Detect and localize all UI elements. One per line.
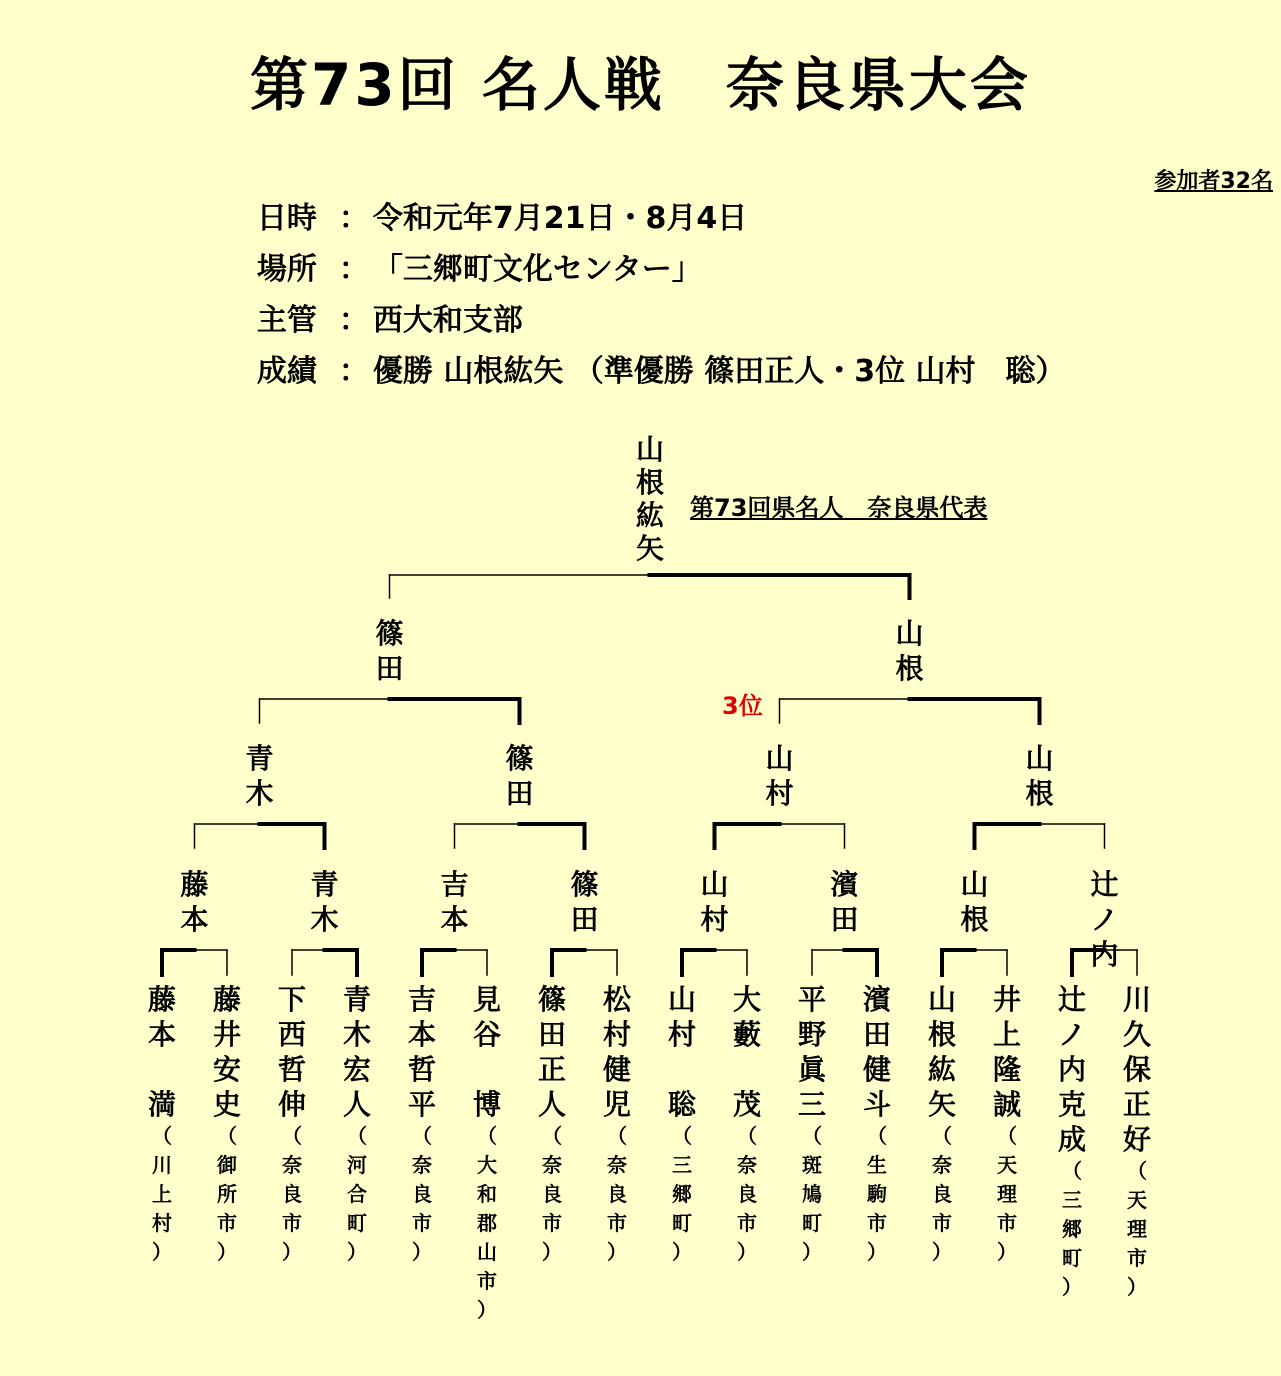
name-char: 井 [992, 983, 1021, 1016]
semifinal-winner-2 [890, 616, 930, 686]
player-place-char: 市 [867, 1211, 887, 1235]
player-place-char: ） [607, 1240, 627, 1264]
player-8 [597, 982, 637, 1267]
name-char: ノ [1090, 903, 1119, 936]
player-13 [922, 982, 962, 1267]
champion-char: 矢 [635, 532, 664, 565]
player-place-char: （ [347, 1124, 367, 1148]
player-place-char: 大 [477, 1153, 497, 1177]
third-place-label: 3位 [722, 692, 763, 720]
player-place-char: 良 [282, 1182, 302, 1206]
name-char: 田 [375, 652, 404, 685]
name-char: 吉 [440, 868, 469, 901]
player-place-char: 奈 [542, 1153, 562, 1177]
name-char: 谷 [472, 1018, 501, 1051]
name-char: 篠 [570, 868, 599, 901]
player-place-char: （ [477, 1124, 497, 1148]
name-char: 久 [1122, 1018, 1151, 1051]
round2-winner-4 [1020, 741, 1060, 811]
champion-char: 山 [635, 433, 664, 466]
player-15 [1052, 982, 1092, 1302]
player-place-char: ） [867, 1240, 887, 1264]
name-char: 成 [1057, 1123, 1086, 1156]
player-place-char: 三 [672, 1153, 692, 1177]
player-place-char: 良 [412, 1182, 432, 1206]
player-11 [792, 982, 832, 1267]
round1-winner-7 [955, 867, 995, 937]
name-char: 内 [1090, 938, 1119, 971]
player-place-char: ） [1062, 1275, 1082, 1299]
player-place-char: 市 [477, 1269, 497, 1293]
player-place-char: （ [542, 1124, 562, 1148]
player-6 [467, 982, 507, 1325]
player-place-char: 理 [997, 1182, 1017, 1206]
name-char: 辻 [1090, 868, 1119, 901]
name-char: 野 [797, 1018, 826, 1051]
player-place-char: 河 [347, 1153, 367, 1177]
round1-winner-8 [1085, 867, 1125, 972]
name-char: 西 [277, 1018, 306, 1051]
player-place-char: （ [1127, 1159, 1147, 1183]
name-char: 博 [472, 1088, 501, 1121]
name-char: 藪 [732, 1018, 761, 1051]
player-place-char: ） [542, 1240, 562, 1264]
name-char: 矢 [927, 1088, 956, 1121]
name-char: 木 [245, 777, 274, 810]
name-char: 本 [440, 903, 469, 936]
name-char: 山 [1025, 742, 1054, 775]
player-place-char: ） [217, 1240, 237, 1264]
player-place-char: 奈 [932, 1153, 952, 1177]
name-char: 保 [1122, 1053, 1151, 1086]
name-char: 三 [797, 1088, 826, 1121]
player-place-char: 市 [932, 1211, 952, 1235]
player-place-char: 良 [737, 1182, 757, 1206]
player-place-char: 郷 [672, 1182, 692, 1206]
player-3 [272, 982, 312, 1267]
info-separator: ： [338, 201, 369, 236]
player-place-char: 市 [607, 1211, 627, 1235]
name-char: 安 [212, 1053, 241, 1086]
name-char: 健 [602, 1053, 631, 1086]
participant-count: 参加者32名 [1154, 169, 1273, 194]
player-place-char: ） [282, 1240, 302, 1264]
info-separator: ： [338, 303, 369, 338]
player-place-char: ） [477, 1298, 497, 1322]
player-place-char: 市 [737, 1211, 757, 1235]
name-char: 山 [895, 617, 924, 650]
name-char: 濱 [862, 983, 891, 1016]
name-char: 内 [1057, 1053, 1086, 1086]
name-char: 大 [732, 983, 761, 1016]
name-char: 根 [960, 903, 989, 936]
player-place-char: 市 [282, 1211, 302, 1235]
player-place-char: 鳩 [802, 1182, 822, 1206]
page-title: 第73回 名人戦 奈良県大会 [250, 51, 1031, 119]
player-place-char: 奈 [282, 1153, 302, 1177]
name-char: 本 [180, 903, 209, 936]
name-char: 篠 [505, 742, 534, 775]
player-16 [1117, 982, 1157, 1302]
player-place-char: 三 [1062, 1188, 1082, 1212]
info-value: 「三郷町文化センター」 [372, 252, 702, 287]
player-place-char: ） [802, 1240, 822, 1264]
player-place-char: （ [217, 1124, 237, 1148]
player-place-char: ） [1127, 1275, 1147, 1299]
name-char: 聡 [667, 1088, 696, 1121]
round1-winner-5 [695, 867, 735, 937]
player-place-char: （ [412, 1124, 432, 1148]
name-char: 村 [700, 903, 729, 936]
player-place-char: 所 [217, 1182, 237, 1206]
name-char: 吉 [407, 983, 436, 1016]
name-char: 田 [830, 903, 859, 936]
name-char: 児 [602, 1088, 631, 1121]
round1-winner-1 [175, 867, 215, 937]
name-char: 田 [505, 777, 534, 810]
player-9 [662, 982, 702, 1267]
name-char: 克 [1057, 1088, 1086, 1121]
name-char: 下 [277, 983, 306, 1016]
player-place-char: （ [152, 1124, 172, 1148]
player-place-char: ） [347, 1240, 367, 1264]
player-place-char: 奈 [607, 1153, 627, 1177]
name-char: 人 [342, 1088, 371, 1121]
player-place-char: 市 [412, 1211, 432, 1235]
player-place-char: 御 [217, 1153, 237, 1177]
name-char: 村 [602, 1018, 631, 1051]
player-place-char: （ [997, 1124, 1017, 1148]
player-place-char: 生 [867, 1153, 887, 1177]
name-char: 平 [797, 983, 826, 1016]
info-value: 優勝 山根紘矢 （準優勝 篠田正人・3位 山村 聡） [372, 354, 1066, 389]
name-char: 史 [212, 1088, 241, 1121]
name-char: 満 [147, 1088, 176, 1121]
player-place-char: ） [152, 1240, 172, 1264]
player-place-char: 良 [932, 1182, 952, 1206]
player-place-char: 駒 [867, 1182, 887, 1206]
player-place-char: ） [412, 1240, 432, 1264]
name-char: 哲 [407, 1053, 436, 1086]
player-place-char: 町 [672, 1211, 692, 1235]
info-label: 日時 [256, 201, 317, 236]
player-place-char: 郡 [477, 1211, 497, 1235]
player-place-char: 川 [152, 1153, 172, 1177]
player-place-char: 市 [542, 1211, 562, 1235]
name-char: 隆 [992, 1053, 1021, 1086]
player-place-char: 市 [997, 1211, 1017, 1235]
name-char: 青 [310, 868, 339, 901]
player-place-char: ） [932, 1240, 952, 1264]
info-separator: ： [338, 252, 369, 287]
player-place-char: （ [802, 1124, 822, 1148]
player-place-char: 良 [542, 1182, 562, 1206]
name-char: 篠 [375, 617, 404, 650]
round2-winner-3 [760, 741, 800, 811]
name-char: 根 [1025, 777, 1054, 810]
round1-winner-3 [435, 867, 475, 937]
player-place-char: （ [282, 1124, 302, 1148]
name-char: 紘 [927, 1053, 956, 1086]
name-char: 山 [765, 742, 794, 775]
player-5 [402, 982, 442, 1267]
name-char: 人 [537, 1088, 566, 1121]
player-place-char: 上 [152, 1182, 172, 1206]
name-char: 健 [862, 1053, 891, 1086]
player-place-char: 斑 [802, 1153, 822, 1177]
player-1 [142, 982, 182, 1267]
player-place-char: （ [1062, 1159, 1082, 1183]
name-char: 正 [1122, 1088, 1151, 1121]
name-char: 山 [700, 868, 729, 901]
name-char: ノ [1057, 1018, 1086, 1051]
name-char: 哲 [277, 1053, 306, 1086]
name-char: 木 [310, 903, 339, 936]
name-char: 根 [927, 1018, 956, 1051]
player-place-char: 天 [997, 1153, 1017, 1177]
player-2 [207, 982, 247, 1267]
player-10 [727, 982, 767, 1267]
player-place-char: 市 [217, 1211, 237, 1235]
champion-char: 根 [635, 466, 664, 499]
name-char: 篠 [537, 983, 566, 1016]
player-4 [337, 982, 377, 1267]
name-char: 本 [147, 1018, 176, 1051]
player-place-char: 和 [477, 1182, 497, 1206]
player-place-char: 山 [477, 1240, 497, 1264]
champion-char: 紘 [635, 499, 664, 532]
name-char: 辻 [1057, 983, 1086, 1016]
name-char: 藤 [147, 983, 176, 1016]
info-separator: ： [338, 354, 369, 389]
name-char: 濱 [830, 868, 859, 901]
round1-winner-6 [825, 867, 865, 937]
player-place-char: 奈 [412, 1153, 432, 1177]
name-char: 平 [407, 1088, 436, 1121]
player-place-char: （ [737, 1124, 757, 1148]
player-place-char: 市 [1127, 1246, 1147, 1270]
name-char: 好 [1122, 1123, 1151, 1156]
name-char: 宏 [342, 1053, 371, 1086]
name-char: 山 [960, 868, 989, 901]
round2-winner-2 [500, 741, 540, 811]
player-place-char: 奈 [737, 1153, 757, 1177]
name-char: 村 [667, 1018, 696, 1051]
semifinal-winner-1 [370, 616, 410, 686]
player-place-char: 町 [1062, 1246, 1082, 1270]
name-char: 茂 [732, 1088, 761, 1121]
round1-winner-4 [565, 867, 605, 937]
name-char: 根 [895, 652, 924, 685]
name-char: 青 [342, 983, 371, 1016]
player-place-char: 郷 [1062, 1217, 1082, 1241]
name-char: 田 [862, 1018, 891, 1051]
player-place-char: （ [607, 1124, 627, 1148]
name-char: 藤 [212, 983, 241, 1016]
player-place-char: 合 [347, 1182, 367, 1206]
name-char: 誠 [992, 1088, 1021, 1121]
name-char: 田 [537, 1018, 566, 1051]
name-char: 川 [1122, 983, 1151, 1016]
champion-caption: 第73回県名人 奈良県代表 [690, 494, 988, 522]
name-char: 正 [537, 1053, 566, 1086]
name-char: 眞 [797, 1053, 826, 1086]
name-char: 伸 [277, 1088, 306, 1121]
info-label: 場所 [256, 252, 317, 287]
player-place-char: 村 [152, 1211, 172, 1235]
player-place-char: 町 [347, 1211, 367, 1235]
name-char: 見 [472, 983, 501, 1016]
name-char: 木 [342, 1018, 371, 1051]
name-char: 山 [667, 983, 696, 1016]
info-value: 西大和支部 [372, 303, 523, 338]
name-char: 田 [570, 903, 599, 936]
round2-winner-1 [240, 741, 280, 811]
name-char: 井 [212, 1018, 241, 1051]
player-place-char: ） [997, 1240, 1017, 1264]
round1-winner-2 [305, 867, 345, 937]
player-place-char: ） [672, 1240, 692, 1264]
player-place-char: （ [672, 1124, 692, 1148]
info-value: 令和元年7月21日・8月4日 [372, 201, 748, 236]
info-label: 主管 [256, 303, 317, 338]
name-char: 上 [992, 1018, 1021, 1051]
player-place-char: （ [867, 1124, 887, 1148]
name-char: 山 [927, 983, 956, 1016]
name-char: 斗 [862, 1088, 891, 1121]
player-place-char: 理 [1127, 1217, 1147, 1241]
name-char: 青 [245, 742, 274, 775]
name-char: 村 [765, 777, 794, 810]
player-12 [857, 982, 897, 1267]
player-place-char: 天 [1127, 1188, 1147, 1212]
name-char: 藤 [180, 868, 209, 901]
player-place-char: 良 [607, 1182, 627, 1206]
player-place-char: （ [932, 1124, 952, 1148]
info-label: 成績 [256, 354, 317, 389]
name-char: 本 [407, 1018, 436, 1051]
player-7 [532, 982, 572, 1267]
player-place-char: ） [737, 1240, 757, 1264]
name-char: 松 [602, 983, 631, 1016]
player-14 [987, 982, 1027, 1267]
player-place-char: 町 [802, 1211, 822, 1235]
